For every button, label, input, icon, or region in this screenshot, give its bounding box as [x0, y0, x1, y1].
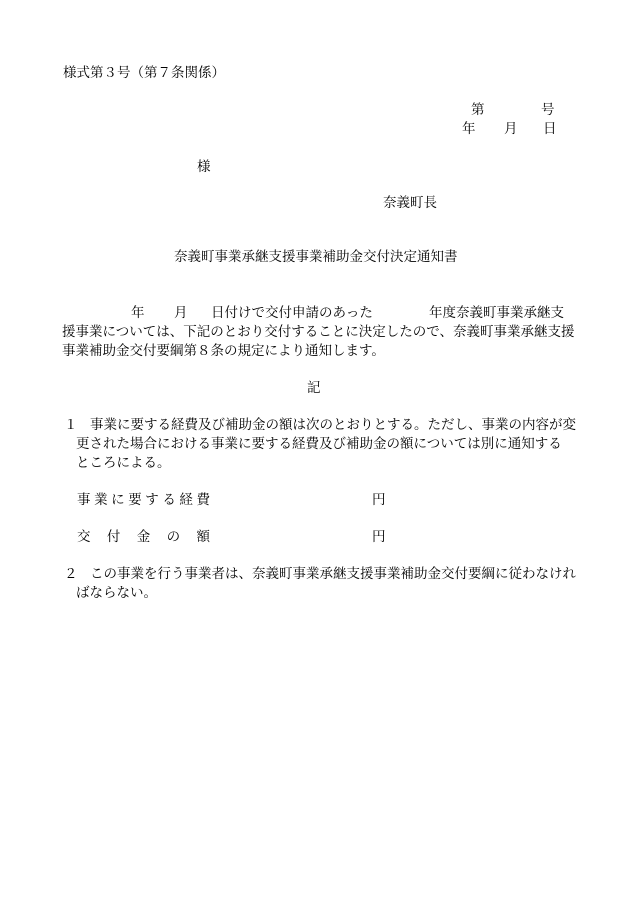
item1-line2: 更された場合における事業に要する経費及び補助金の額については別に通知する	[76, 436, 562, 452]
date-month: 月	[504, 121, 518, 137]
item1-number: １	[64, 417, 78, 433]
ki-heading: 記	[307, 380, 321, 396]
body-year: 年	[131, 305, 145, 321]
document-title: 奈義町事業承継支援事業補助金交付決定通知書	[174, 249, 458, 265]
ref-go: 号	[541, 102, 555, 118]
cost-unit: 円	[372, 492, 386, 508]
item1-line3: ところによる。	[76, 455, 171, 471]
body-month: 月	[174, 305, 188, 321]
issuer: 奈義町長	[383, 195, 437, 211]
body-text: 日付けで交付申請のあった	[211, 305, 373, 321]
cost-label: 事業に要する経費	[77, 492, 210, 508]
item2-number: ２	[64, 566, 78, 582]
grant-unit: 円	[372, 529, 386, 545]
ref-dai: 第	[471, 102, 485, 118]
date-year: 年	[462, 121, 476, 137]
date-day: 日	[543, 121, 557, 137]
grant-label: 交付金の額	[77, 529, 210, 545]
item2-line2: ばならない。	[76, 585, 157, 601]
form-number: 様式第３号（第７条関係）	[63, 65, 225, 81]
addressee-sama: 様	[197, 159, 211, 175]
body-line2: 援事業については、下記のとおり交付することに決定したので、奈義町事業承継支援	[62, 324, 575, 340]
item2-line1: この事業を行う事業者は、奈義町事業承継支援事業補助金交付要綱に従わなけれ	[90, 566, 576, 582]
item1-line1: 事業に要する経費及び補助金の額は次のとおりとする。ただし、事業の内容が変	[90, 417, 576, 433]
body-line3: 事業補助金交付要綱第８条の規定により通知します。	[62, 343, 385, 359]
body-text2: 年度奈義町事業承継支	[429, 305, 564, 321]
